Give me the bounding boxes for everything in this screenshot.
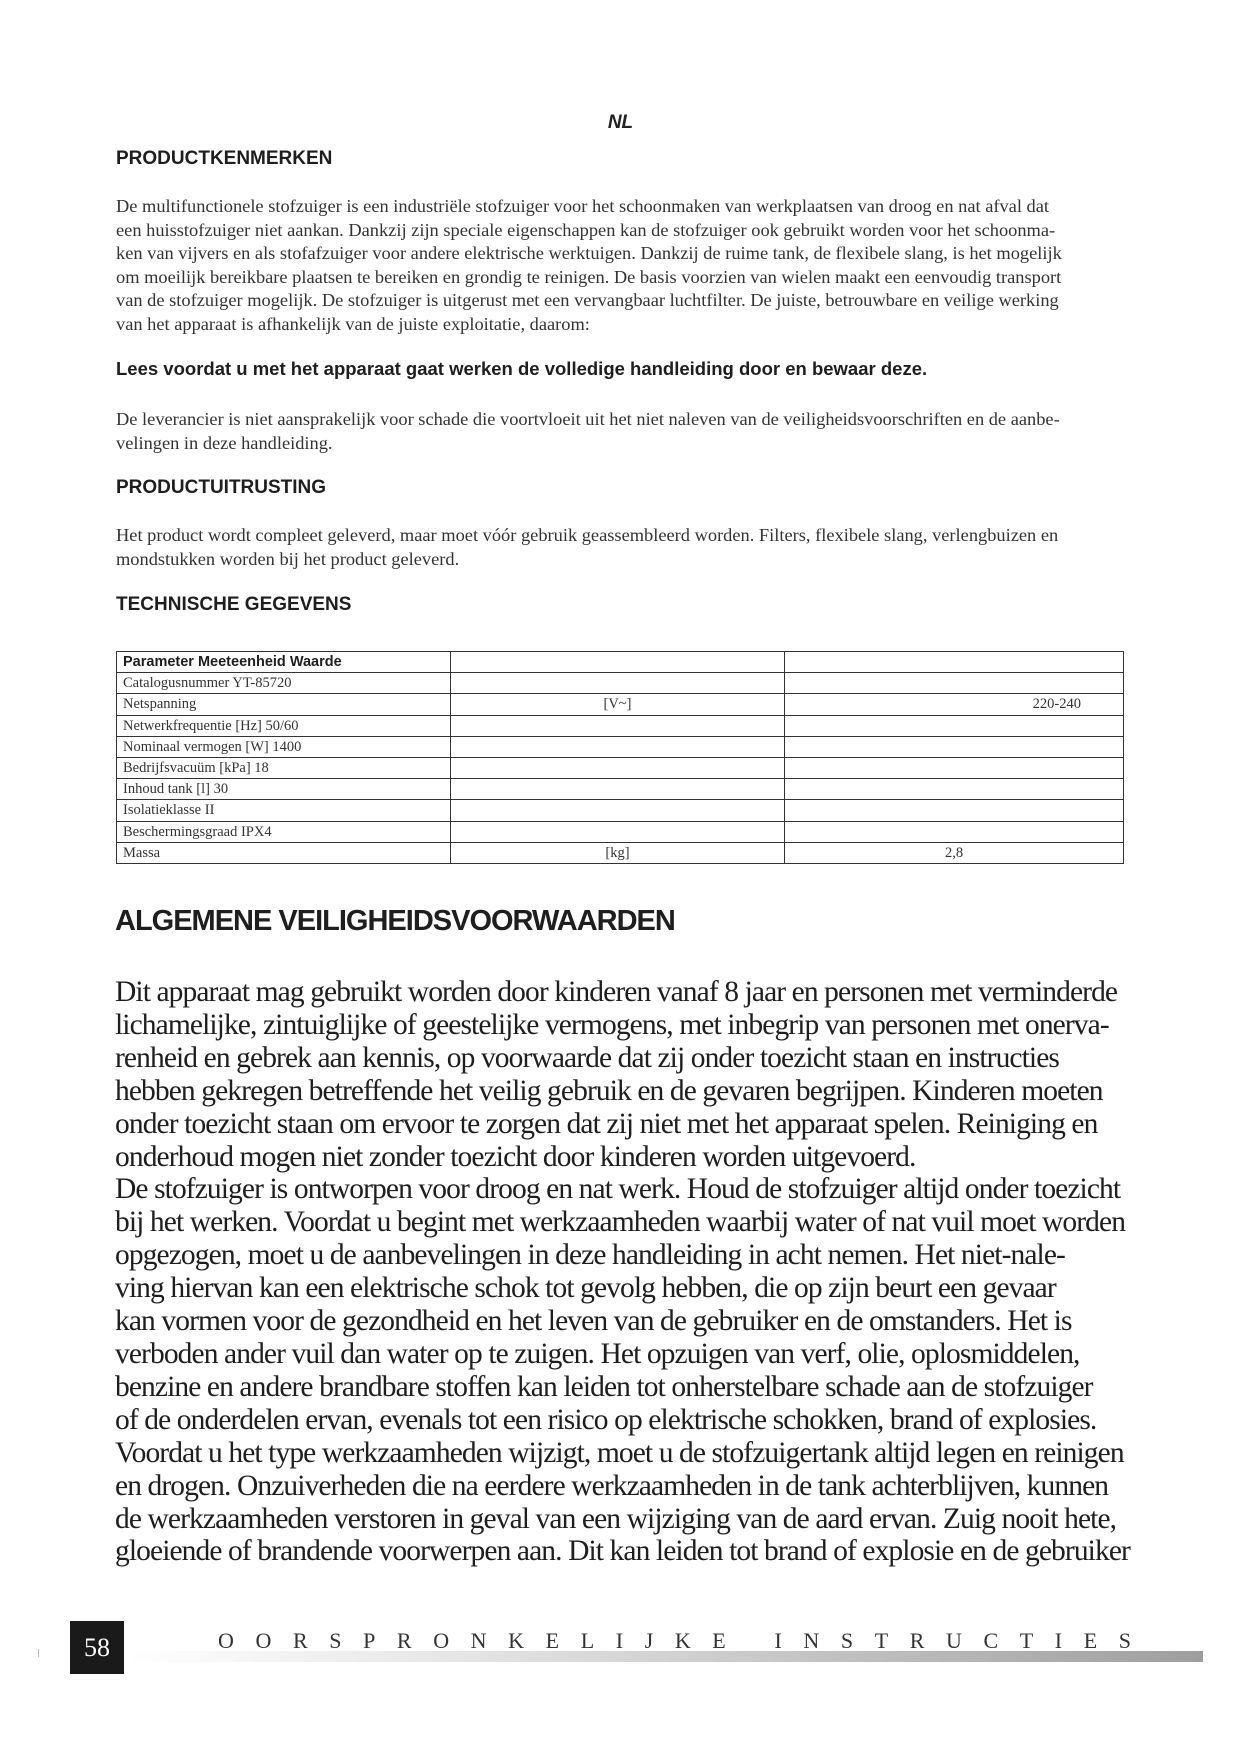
text-line: de werkzaamheden verstoren in geval van een wijziging van de aard ervan. Zuig nooit hete, bbox=[115, 1502, 1117, 1535]
text-line: onder toezicht staan om ervoor te zorgen dat zij niet met het apparaat spelen. Reiniging en bbox=[115, 1107, 1098, 1140]
technical-data-table bbox=[116, 651, 1124, 864]
text-line: De multifunctionele stofzuiger is een industriële stofzuiger voor het schoonmaken van werkplaatsen van droog en nat afval dat bbox=[116, 196, 1050, 216]
table-cell-param: Nominaal vermogen [W] 1400 bbox=[117, 736, 451, 757]
table-row bbox=[117, 715, 1124, 736]
table-cell-param: Bedrijfsvacuüm [kPa] 18 bbox=[117, 757, 451, 778]
text-line: mondstukken worden bij het product geleverd. bbox=[116, 548, 460, 569]
table-cell-unit bbox=[451, 800, 785, 821]
language-label: NL bbox=[607, 112, 634, 133]
text-line: opgezogen, moet u de aanbevelingen in deze handleiding in acht nemen. Het niet-nale- bbox=[115, 1239, 1065, 1272]
table-cell-value bbox=[785, 779, 1124, 800]
table-header-cell: Parameter Meeteenheid Waarde bbox=[117, 652, 451, 673]
table-cell-value bbox=[785, 715, 1124, 736]
text-line: om moeilijk bereikbare plaatsen te bereiken en grondig te reinigen. De basis voorzien van wielen maakt een eenvoudig transport bbox=[116, 266, 1062, 287]
table-cell-unit bbox=[451, 779, 785, 800]
read-manual-notice: Lees voordat u met het apparaat gaat werken de volledige handleiding door en bewaar deze. bbox=[116, 358, 928, 379]
text-line: onderhoud mogen niet zonder toezicht door kinderen worden uitgevoerd. bbox=[115, 1140, 916, 1173]
table-cell-unit bbox=[451, 736, 785, 757]
text-line: en drogen. Onzuiverheden die na eerdere werkzaamheden in de tank achterblijven, kunnen bbox=[115, 1469, 1109, 1502]
text-line: van het apparaat is afhankelijk van de juiste exploitatie, daarom: bbox=[116, 313, 590, 334]
text-line: benzine en andere brandbare stoffen kan leiden tot onherstelbare schade aan de stofzuiger bbox=[115, 1370, 1093, 1403]
table-cell-value bbox=[785, 673, 1124, 694]
footer-title: OORSPRONKELIJKE INSTRUCTIES bbox=[218, 1628, 1153, 1653]
table-row bbox=[117, 736, 1124, 757]
table-cell-value: 2,8 bbox=[785, 842, 1124, 863]
table-row bbox=[117, 779, 1124, 800]
margin-mark bbox=[38, 1649, 39, 1657]
section-title-technische-gegevens: TECHNISCHE GEGEVENS bbox=[116, 594, 352, 615]
table-row bbox=[117, 673, 1124, 694]
table-cell-value bbox=[785, 800, 1124, 821]
table-header-row bbox=[117, 652, 1124, 673]
page-number: 58 bbox=[70, 1621, 124, 1674]
table-cell bbox=[785, 652, 1124, 673]
section-title-productuitrusting: PRODUCTUITRUSTING bbox=[116, 477, 327, 498]
text-line: ken van vijvers en als stofafzuiger voor andere elektrische werktuigen. Dankzij de ruime tank, de flexibele slang, is het mogelijk bbox=[116, 243, 1062, 263]
table-row bbox=[117, 821, 1124, 842]
table-cell-value bbox=[785, 821, 1124, 842]
table-cell-param: Massa bbox=[117, 842, 451, 863]
table-cell-param: Beschermingsgraad IPX4 bbox=[117, 821, 451, 842]
text-line: hebben gekregen betreffende het veilig gebruik en de gevaren begrijpen. Kinderen moeten bbox=[115, 1074, 1103, 1107]
table-row bbox=[117, 800, 1124, 821]
table-cell bbox=[451, 652, 785, 673]
text-line: verboden ander vuil dan water op te zuigen. Het opzuigen van verf, olie, oplosmiddelen, bbox=[115, 1337, 1080, 1370]
text-line: ving hiervan kan een elektrische schok tot gevolg hebben, die op zijn beurt een gevaar bbox=[115, 1272, 1056, 1305]
disclaimer-paragraph bbox=[116, 408, 1060, 455]
text-line: Het product wordt compleet geleverd, maar moet vóór gebruik geassembleerd worden. Filters, flexibele slang, verlengbuizen en bbox=[116, 525, 1059, 545]
table-row bbox=[117, 757, 1124, 778]
text-line: renheid en gebrek aan kennis, op voorwaarde dat zij onder toezicht staan en instructies bbox=[115, 1041, 1059, 1074]
table-cell-value: 220-240 bbox=[785, 694, 1124, 715]
table-cell-unit: [V~] bbox=[451, 694, 785, 715]
table-cell-value bbox=[785, 736, 1124, 757]
text-line: gloeiende of brandende voorwerpen aan. Dit kan leiden tot brand of explosie en de gebruiker bbox=[115, 1535, 1130, 1568]
table-cell-unit bbox=[451, 715, 785, 736]
table-cell-param: Catalogusnummer YT-85720 bbox=[117, 673, 451, 694]
table-cell-unit: [kg] bbox=[451, 842, 785, 863]
table-cell-param: Isolatieklasse II bbox=[117, 800, 451, 821]
text-line: lichamelijke, zintuiglijke of geestelijke vermogens, met inbegrip van personen met onerva- bbox=[115, 1008, 1109, 1041]
table-row bbox=[117, 694, 1124, 715]
text-line: Dit apparaat mag gebruikt worden door kinderen vanaf 8 jaar en personen met verminderde bbox=[115, 976, 1118, 1008]
text-line: Voordat u het type werkzaamheden wijzigt, moet u de stofzuigertank altijd legen en reinigen bbox=[115, 1436, 1124, 1469]
text-line: De stofzuiger is ontworpen voor droog en nat werk. Houd de stofzuiger altijd onder toezicht bbox=[115, 1173, 1121, 1206]
table-cell-unit bbox=[451, 821, 785, 842]
text-line: kan vormen voor de gezondheid en het leven van de gebruiker en de omstanders. Het is bbox=[115, 1305, 1072, 1338]
section-title-veiligheidsvoorwaarden: ALGEMENE VEILIGHEIDSVOORWAARDEN bbox=[115, 905, 675, 937]
text-line: bij het werken. Voordat u begint met werkzaamheden waarbij water of nat vuil moet worden bbox=[115, 1206, 1126, 1239]
text-line: De leverancier is niet aansprakelijk voor schade die voortvloeit uit het niet naleven van de veiligheidsvoorschriften en de aanbe- bbox=[116, 409, 1060, 429]
text-line: velingen in deze handleiding. bbox=[116, 432, 333, 453]
table-cell-value bbox=[785, 757, 1124, 778]
text-line: van de stofzuiger mogelijk. De stofzuiger is uitgerust met een vervangbaar luchtfilter. De juiste, betrouwbare en veilige werking bbox=[116, 290, 1059, 310]
table-cell-param: Inhoud tank [l] 30 bbox=[117, 779, 451, 800]
productuitrusting-paragraph bbox=[116, 524, 1059, 571]
safety-paragraph bbox=[115, 976, 1130, 1568]
text-line: een huisstofzuiger niet aankan. Dankzij zijn speciale eigenschappen kan de stofzuiger ook gebruikt worden voor het schoonma- bbox=[116, 219, 1056, 240]
table-cell-unit bbox=[451, 673, 785, 694]
table-cell-param: Netspanning bbox=[117, 694, 451, 715]
table-cell-param: Netwerkfrequentie [Hz] 50/60 bbox=[117, 715, 451, 736]
text-line: of de onderdelen ervan, evenals tot een risico op elektrische schokken, brand of explosies. bbox=[115, 1403, 1097, 1436]
section-title-productkenmerken: PRODUCTKENMERKEN bbox=[116, 148, 333, 169]
productkenmerken-paragraph bbox=[116, 195, 1062, 336]
table-cell-unit bbox=[451, 757, 785, 778]
table-row bbox=[117, 842, 1124, 863]
